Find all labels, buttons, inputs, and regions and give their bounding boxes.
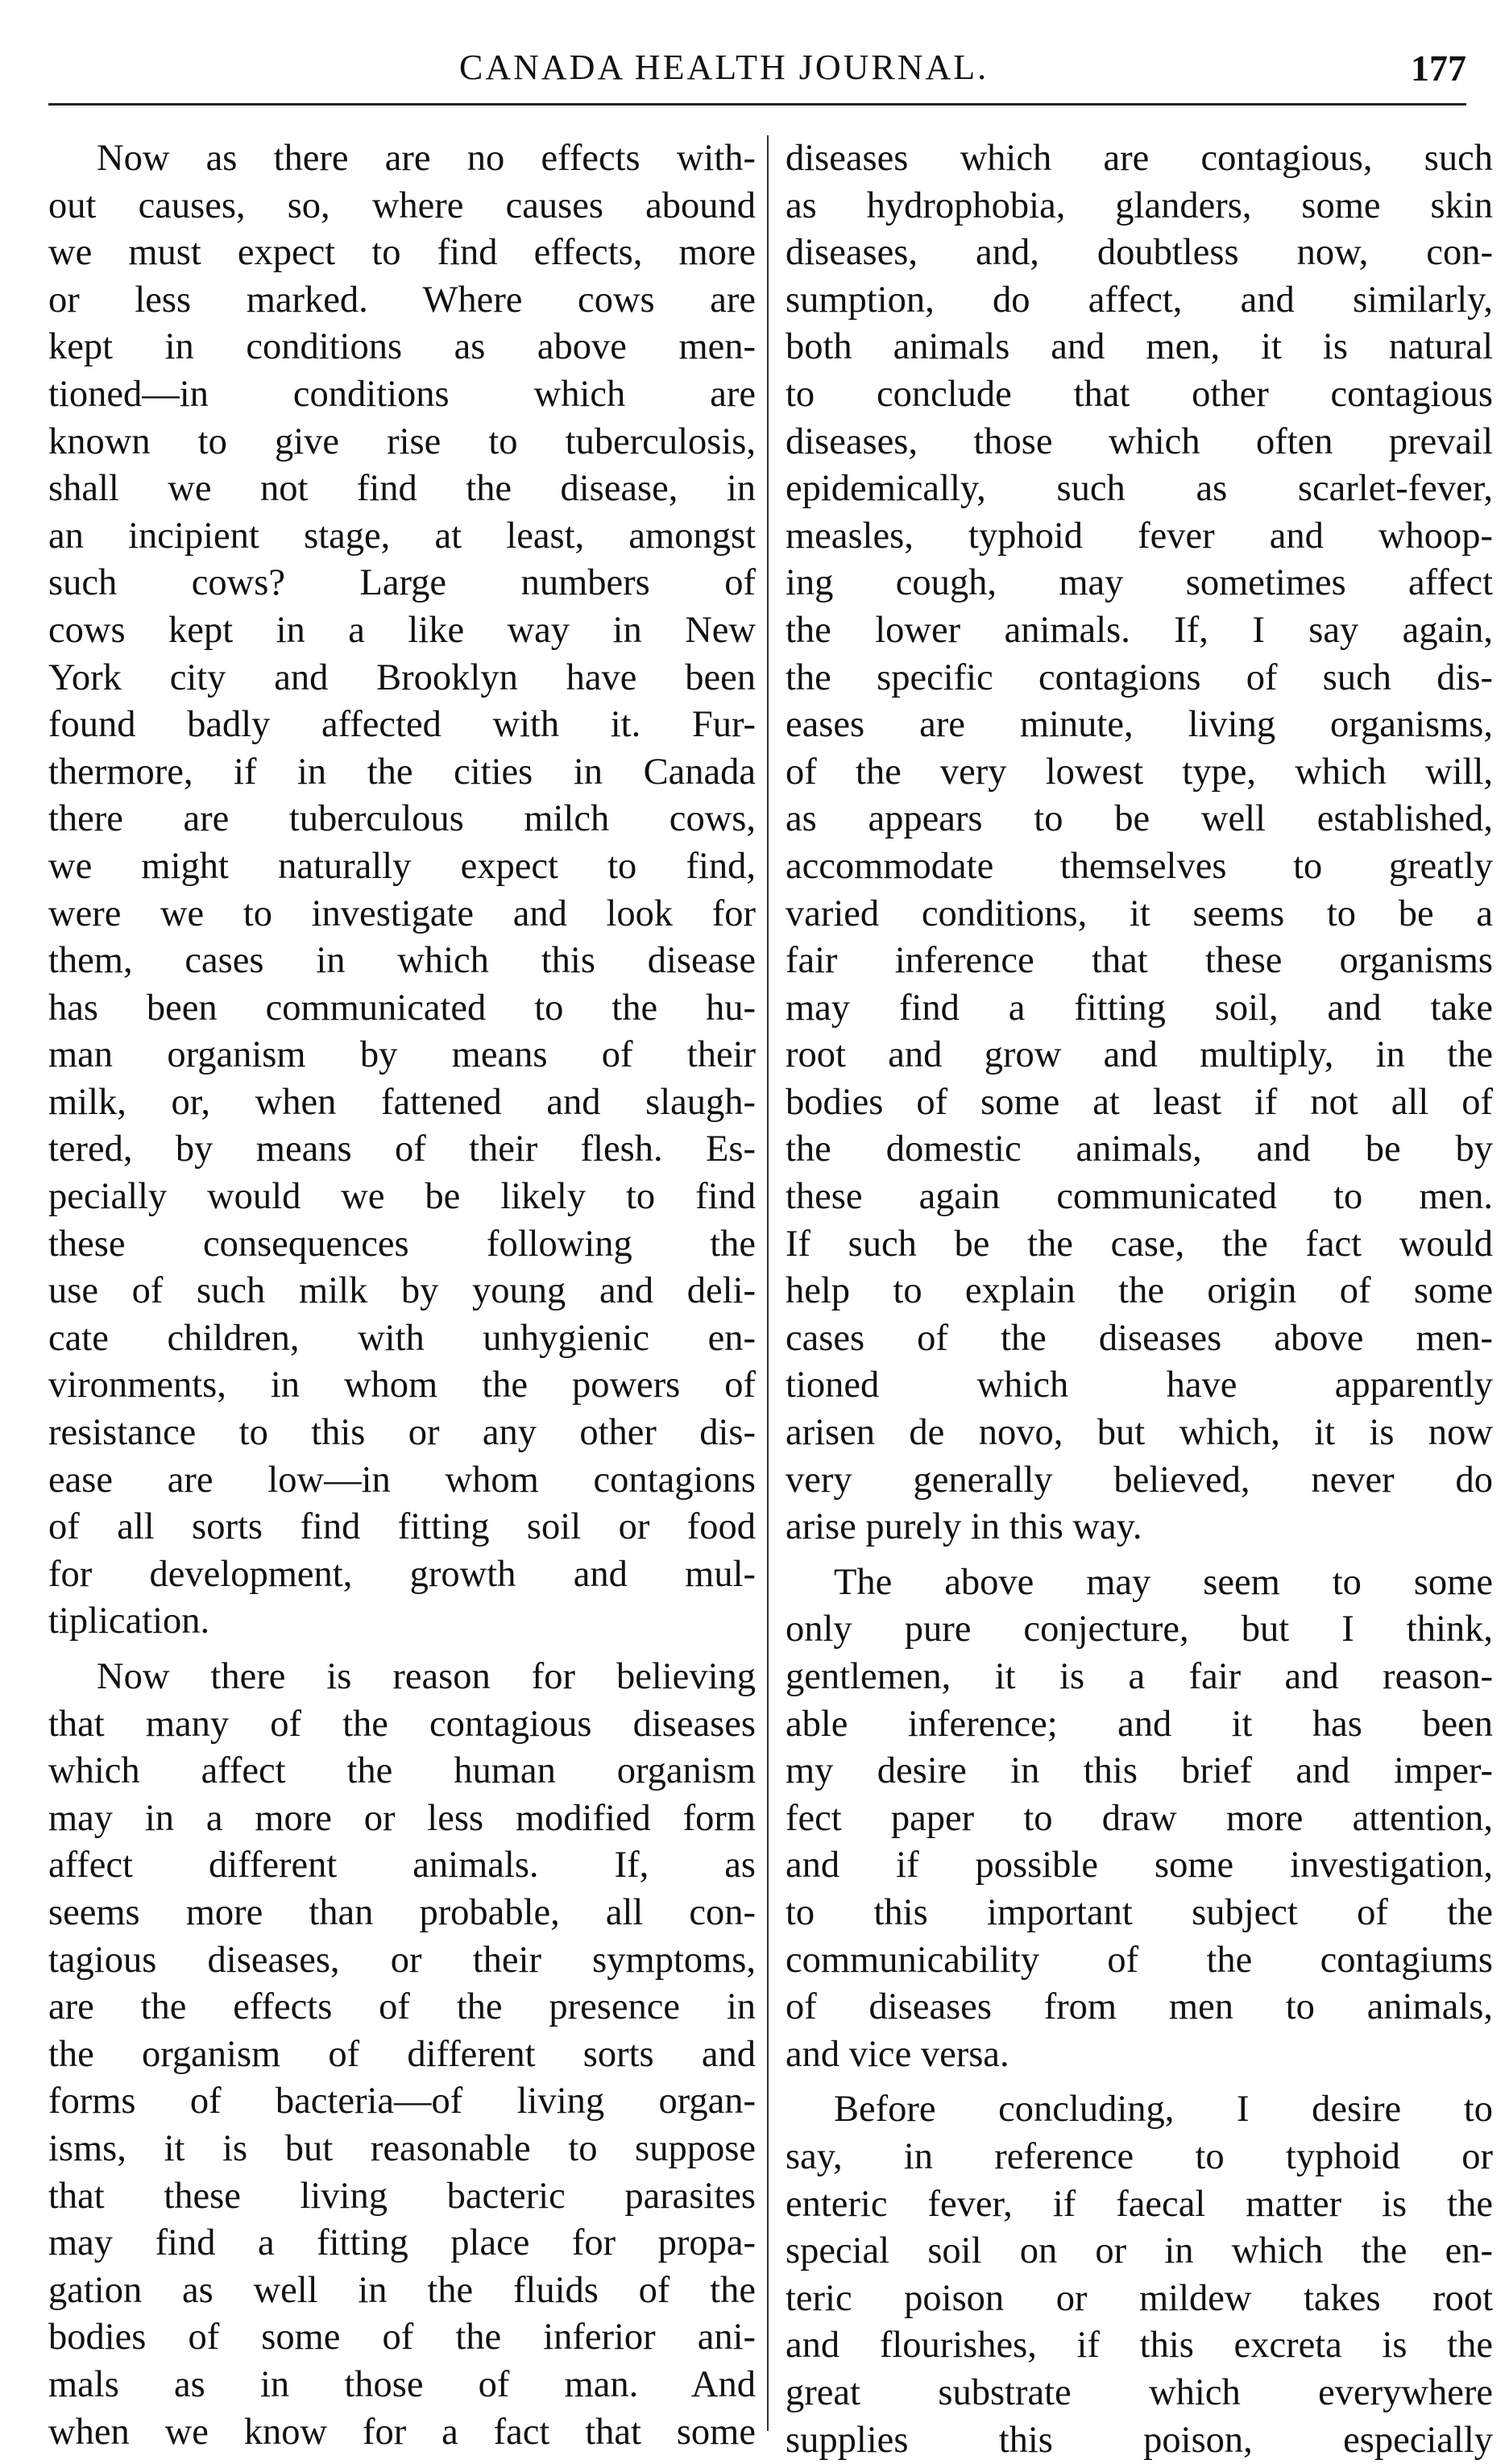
text-line: resistance to this or any other dis- [48,1410,756,1457]
text-line: which affect the human organism [48,1748,756,1795]
text-line: ing cough, may sometimes affect [786,560,1493,607]
text-line: to this important subject of the [786,1890,1493,1937]
text-line: very generally believed, never do [786,1457,1493,1505]
text-line: epidemically, such as scarlet-fever, [786,466,1493,513]
text-line: use of such milk by young and deli- [48,1268,756,1315]
text-line: help to explain the origin of some [786,1268,1493,1315]
running-head-title: CANADA HEALTH JOURNAL. [459,47,989,88]
text-line: the lower animals. If, I say again, [786,607,1493,655]
text-line: shall we not find the disease, in [48,466,756,513]
text-line: diseases, those which often prevail [786,419,1493,466]
text-line: milk, or, when fattened and slaugh- [48,1079,756,1127]
text-line: varied conditions, it seems to be a [786,891,1493,938]
text-line: supplies this poison, especially [786,2417,1493,2464]
column-divider [767,135,769,2431]
text-line: isms, it is but reasonable to suppose [48,2126,756,2173]
text-line: only pure conjecture, but I think, [786,1606,1493,1654]
text-line: that many of the contagious diseases [48,1701,756,1749]
text-line: affect different animals. If, as [48,1842,756,1890]
text-line: eases are minute, living organisms, [786,702,1493,749]
text-line: Now as there are no effects with- [48,135,756,183]
text-line: when we know for a fact that some [48,2409,756,2457]
text-line: to conclude that other contagious [786,371,1493,419]
text-line: these again communicated to men. [786,1174,1493,1221]
text-line: the organism of different sorts and [48,2031,756,2079]
text-line: the specific contagions of such dis- [786,655,1493,702]
text-line: of the very lowest type, which will, [786,749,1493,797]
text-line: ease are low—in whom contagions [48,1457,756,1505]
text-line: thermore, if in the cities in Canada [48,749,756,797]
text-line: may find a fitting place for propa- [48,2220,756,2267]
text-line: that these living bacteric parasites [48,2173,756,2221]
text-line: root and grow and multiply, in the [786,1032,1493,1079]
text-line: say, in reference to typhoid or [786,2134,1493,2181]
text-line: pecially would we be likely to find [48,1174,756,1221]
text-line: them, cases in which this disease [48,938,756,985]
text-line: such cows? Large numbers of [48,560,756,607]
text-line: of all sorts find fitting soil or food [48,1504,756,1551]
text-line: accommodate themselves to greatly [786,843,1493,891]
text-line: diseases which are contagious, such [786,135,1493,183]
text-line: tiplication. [48,1598,756,1646]
text-line: sumption, do affect, and similarly, [786,277,1493,325]
text-line: bodies of some of the inferior ani- [48,2314,756,2362]
text-line: the domestic animals, and be by [786,1126,1493,1174]
text-line: as appears to be well established, [786,796,1493,843]
text-line: measles, typhoid fever and whoop- [786,513,1493,561]
text-line: cases of the diseases above men- [786,1315,1493,1363]
text-line: enteric fever, if faecal matter is the [786,2181,1493,2229]
text-line: gentlemen, it is a fair and reason- [786,1654,1493,1701]
text-line: York city and Brooklyn have been [48,655,756,702]
text-line: as hydrophobia, glanders, some skin [786,183,1493,230]
page-number: 177 [1411,47,1466,89]
text-line: we must expect to find effects, more [48,230,756,277]
text-line: for development, growth and mul- [48,1551,756,1599]
text-line: tered, by means of their flesh. Es- [48,1126,756,1174]
paragraph [48,1654,756,2456]
text-line: and flourishes, if this excreta is the [786,2322,1493,2370]
text-line: these consequences following the [48,1221,756,1269]
text-line: The above may seem to some [786,1559,1493,1607]
text-line: may in a more or less modified form [48,1795,756,1843]
text-line: able inference; and it has been [786,1701,1493,1749]
right-column [786,135,1493,2464]
text-line: fect paper to draw more attention, [786,1795,1493,1843]
text-line: fair inference that these organisms [786,938,1493,985]
text-line: known to give rise to tuberculosis, [48,419,756,466]
text-line: vironments, in whom the powers of [48,1362,756,1410]
text-line: arise purely in this way. [786,1504,1493,1551]
text-line: Before concluding, I desire to [786,2086,1493,2134]
text-line: we might naturally expect to find, [48,843,756,891]
paragraph [786,1559,1493,2079]
text-line: there are tuberculous milch cows, [48,796,756,843]
text-line: special soil on or in which the en- [786,2228,1493,2276]
paragraph [48,135,756,1646]
text-line: diseases, and, doubtless now, con- [786,230,1493,277]
text-line: great substrate which everywhere [786,2370,1493,2417]
text-line: cate children, with unhygienic en- [48,1315,756,1363]
text-line: or less marked. Where cows are [48,277,756,325]
text-line: cows kept in a like way in New [48,607,756,655]
text-line: teric poison or mildew takes root [786,2276,1493,2323]
text-line: of diseases from men to animals, [786,1984,1493,2031]
text-line: may find a fitting soil, and take [786,985,1493,1033]
header-rule [48,103,1466,106]
text-line: and vice versa. [786,2031,1493,2079]
text-line: tioned—in conditions which are [48,371,756,419]
text-line: seems more than probable, all con- [48,1890,756,1937]
text-line: are the effects of the presence in [48,1984,756,2031]
text-line: man organism by means of their [48,1032,756,1079]
paragraph [786,2086,1493,2464]
left-column [48,135,756,2456]
text-line: If such be the case, the fact would [786,1221,1493,1269]
text-line: were we to investigate and look for [48,891,756,938]
text-line: bodies of some at least if not all of [786,1079,1493,1127]
text-line: tagious diseases, or their symptoms, [48,1937,756,1985]
text-line: communicability of the contagiums [786,1937,1493,1985]
text-line: an incipient stage, at least, amongst [48,513,756,561]
text-line: found badly affected with it. Fur- [48,702,756,749]
text-line: mals as in those of man. And [48,2362,756,2409]
text-line: kept in conditions as above men- [48,324,756,371]
text-line: and if possible some investigation, [786,1842,1493,1890]
paragraph [786,135,1493,1551]
text-line: gation as well in the fluids of the [48,2267,756,2315]
text-line: has been communicated to the hu- [48,985,756,1033]
text-line: arisen de novo, but which, it is now [786,1410,1493,1457]
page-header [48,47,1466,95]
text-line: forms of bacteria—of living organ- [48,2078,756,2126]
text-line: Now there is reason for believing [48,1654,756,1701]
text-line: both animals and men, it is natural [786,324,1493,371]
text-line: my desire in this brief and imper- [786,1748,1493,1795]
text-line: tioned which have apparently [786,1362,1493,1410]
text-line: out causes, so, where causes abound [48,183,756,230]
